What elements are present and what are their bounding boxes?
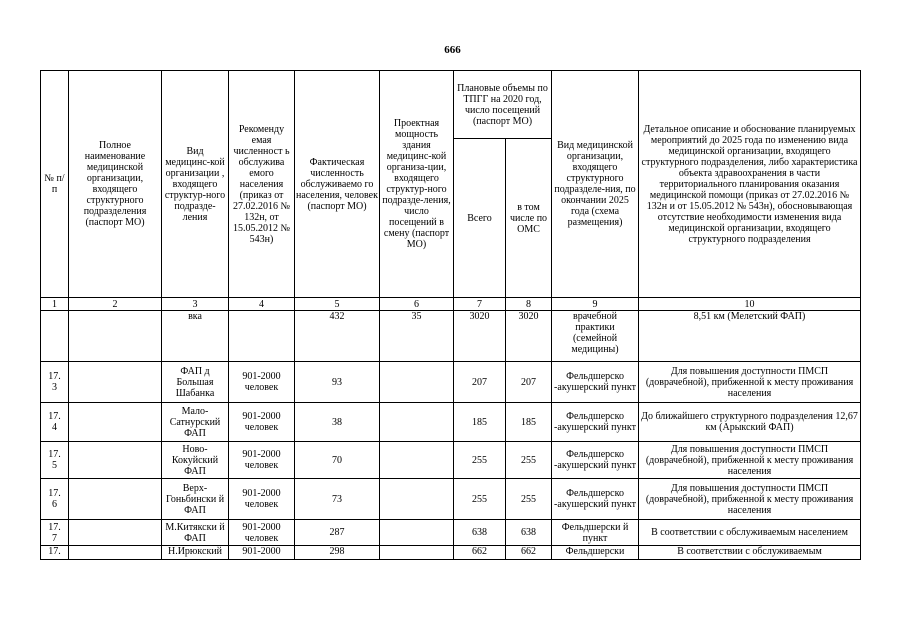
cell-row-number: 17. — [41, 546, 69, 560]
cell-full-name — [69, 520, 162, 546]
cell-oms: 3020 — [506, 311, 552, 362]
cell-row-number: 17. 7 — [41, 520, 69, 546]
page-number: 666 — [444, 44, 461, 56]
column-number: 8 — [506, 298, 552, 311]
cell-type-2025: Фельдшерско -акушерский пункт — [552, 362, 639, 403]
cell-actual-population: 432 — [295, 311, 380, 362]
table-row — [41, 520, 861, 546]
cell-type-2025: Фельдшерско -акушерский пункт — [552, 403, 639, 442]
cell-organization-type: ФАП д Большая Шабанка — [162, 362, 229, 403]
cell-recommended-population: 901-2000 человек — [229, 403, 295, 442]
header-description: Детальное описание и обоснование планируемых мероприятий до 2025 года по изменению вида медицинской организации, входящего структурного подразделения, либо характеристика объекта здравоохранения в части территориального планирования оказания медицинской помощи (приказ от 27.02.2016 № 132н и от 15.05.2012 № 543н), обосновывающая отсутствие необходимости изменения вида медицинской организации, входящего структурного подразделения — [639, 71, 861, 298]
cell-description: В соответствии с обслуживаемым — [639, 546, 861, 560]
cell-actual-population: 287 — [295, 520, 380, 546]
cell-design-capacity — [380, 362, 454, 403]
cell-full-name — [69, 442, 162, 479]
cell-total: 255 — [454, 479, 506, 520]
header-design-capacity: Проектная мощность здания медицинс-кой организа-ции, входящего структур-ного подразде-ления, число посещений в смену (паспорт МО) — [380, 71, 454, 298]
column-number: 7 — [454, 298, 506, 311]
cell-organization-type: Ново-Кокуйский ФАП — [162, 442, 229, 479]
cell-total: 207 — [454, 362, 506, 403]
cell-type-2025: Фельдшерски й пункт — [552, 520, 639, 546]
column-number: 1 — [41, 298, 69, 311]
cell-row-number — [41, 311, 69, 362]
cell-recommended-population: 901-2000 — [229, 546, 295, 560]
header-oms: в том числе по ОМС — [506, 139, 552, 298]
cell-oms: 255 — [506, 479, 552, 520]
column-number: 3 — [162, 298, 229, 311]
cell-total: 255 — [454, 442, 506, 479]
cell-recommended-population: 901-2000 человек — [229, 362, 295, 403]
column-number: 10 — [639, 298, 861, 311]
cell-row-number: 17. 4 — [41, 403, 69, 442]
cell-oms: 207 — [506, 362, 552, 403]
table-row — [41, 362, 861, 403]
column-number: 4 — [229, 298, 295, 311]
column-number: 5 — [295, 298, 380, 311]
cell-description: До ближайшего структурного подразделения 12,67 км (Арыкский ФАП) — [639, 403, 861, 442]
cell-design-capacity — [380, 403, 454, 442]
table-row — [41, 442, 861, 479]
table-row — [41, 311, 861, 362]
cell-full-name — [69, 546, 162, 560]
cell-actual-population: 93 — [295, 362, 380, 403]
column-number: 6 — [380, 298, 454, 311]
cell-full-name — [69, 311, 162, 362]
cell-type-2025: врачебной практики (семейной медицины) — [552, 311, 639, 362]
cell-total: 3020 — [454, 311, 506, 362]
cell-actual-population: 298 — [295, 546, 380, 560]
header-total: Всего — [454, 139, 506, 298]
cell-row-number: 17. 5 — [41, 442, 69, 479]
cell-recommended-population — [229, 311, 295, 362]
cell-description: В соответствии с обслуживаемым населением — [639, 520, 861, 546]
document-table — [40, 70, 861, 560]
cell-organization-type: Н.Ирюкский — [162, 546, 229, 560]
cell-recommended-population: 901-2000 человек — [229, 479, 295, 520]
header-full-name: Полное наименование медицинской организации, входящего структурного подразделения (паспорт МО) — [69, 71, 162, 298]
cell-design-capacity — [380, 546, 454, 560]
header-organization-type: Вид медицинс-кой организации , входящего структур-ного подразде-ления — [162, 71, 229, 298]
cell-type-2025: Фельдшерско -акушерский пункт — [552, 442, 639, 479]
table-row — [41, 546, 861, 560]
cell-actual-population: 73 — [295, 479, 380, 520]
cell-full-name — [69, 362, 162, 403]
cell-row-number: 17. 3 — [41, 362, 69, 403]
column-number: 2 — [69, 298, 162, 311]
header-type-2025: Вид медицинской организации, входящего структурного подразделе-ния, по окончании 2025 года (схема размещения) — [552, 71, 639, 298]
cell-actual-population: 38 — [295, 403, 380, 442]
cell-type-2025: Фельдшерско -акушерский пункт — [552, 479, 639, 520]
cell-full-name — [69, 479, 162, 520]
cell-type-2025: Фельдшерски — [552, 546, 639, 560]
cell-recommended-population: 901-2000 человек — [229, 442, 295, 479]
cell-oms: 185 — [506, 403, 552, 442]
cell-design-capacity — [380, 442, 454, 479]
column-number-row — [41, 298, 861, 311]
cell-oms: 638 — [506, 520, 552, 546]
cell-row-number: 17. 6 — [41, 479, 69, 520]
header-planned-volumes: Плановые объемы по ТПГГ на 2020 год, число посещений (паспорт МО) — [454, 71, 552, 139]
cell-actual-population: 70 — [295, 442, 380, 479]
cell-total: 185 — [454, 403, 506, 442]
cell-description: Для повышения доступности ПМСП (доврачебной), прибженной к месту проживания населения — [639, 479, 861, 520]
cell-oms: 662 — [506, 546, 552, 560]
cell-design-capacity — [380, 520, 454, 546]
header-recommended-population: Рекоменду емая численност ь обслужива емого населения (приказ от 27.02.2016 № 132н, от 15.05.2012 № 543н) — [229, 71, 295, 298]
cell-design-capacity — [380, 479, 454, 520]
cell-description: Для повышения доступности ПМСП (доврачебной), прибженной к месту проживания населения — [639, 362, 861, 403]
header-row-number: № п/п — [41, 71, 69, 298]
cell-description: Для повышения доступности ПМСП (доврачебной), прибженной к месту проживания населения — [639, 442, 861, 479]
cell-description: 8,51 км (Мелетский ФАП) — [639, 311, 861, 362]
table-row — [41, 479, 861, 520]
table-row — [41, 403, 861, 442]
cell-organization-type: вка — [162, 311, 229, 362]
column-number: 9 — [552, 298, 639, 311]
cell-total: 662 — [454, 546, 506, 560]
header-actual-population: Фактическая численность обслуживаемо го населения, человек (паспорт МО) — [295, 71, 380, 298]
cell-organization-type: М.Китякски й ФАП — [162, 520, 229, 546]
cell-recommended-population: 901-2000 человек — [229, 520, 295, 546]
cell-oms: 255 — [506, 442, 552, 479]
cell-full-name — [69, 403, 162, 442]
cell-total: 638 — [454, 520, 506, 546]
cell-organization-type: Верх-Гоньбински й ФАП — [162, 479, 229, 520]
cell-organization-type: Мало-Сатнурский ФАП — [162, 403, 229, 442]
cell-design-capacity: 35 — [380, 311, 454, 362]
